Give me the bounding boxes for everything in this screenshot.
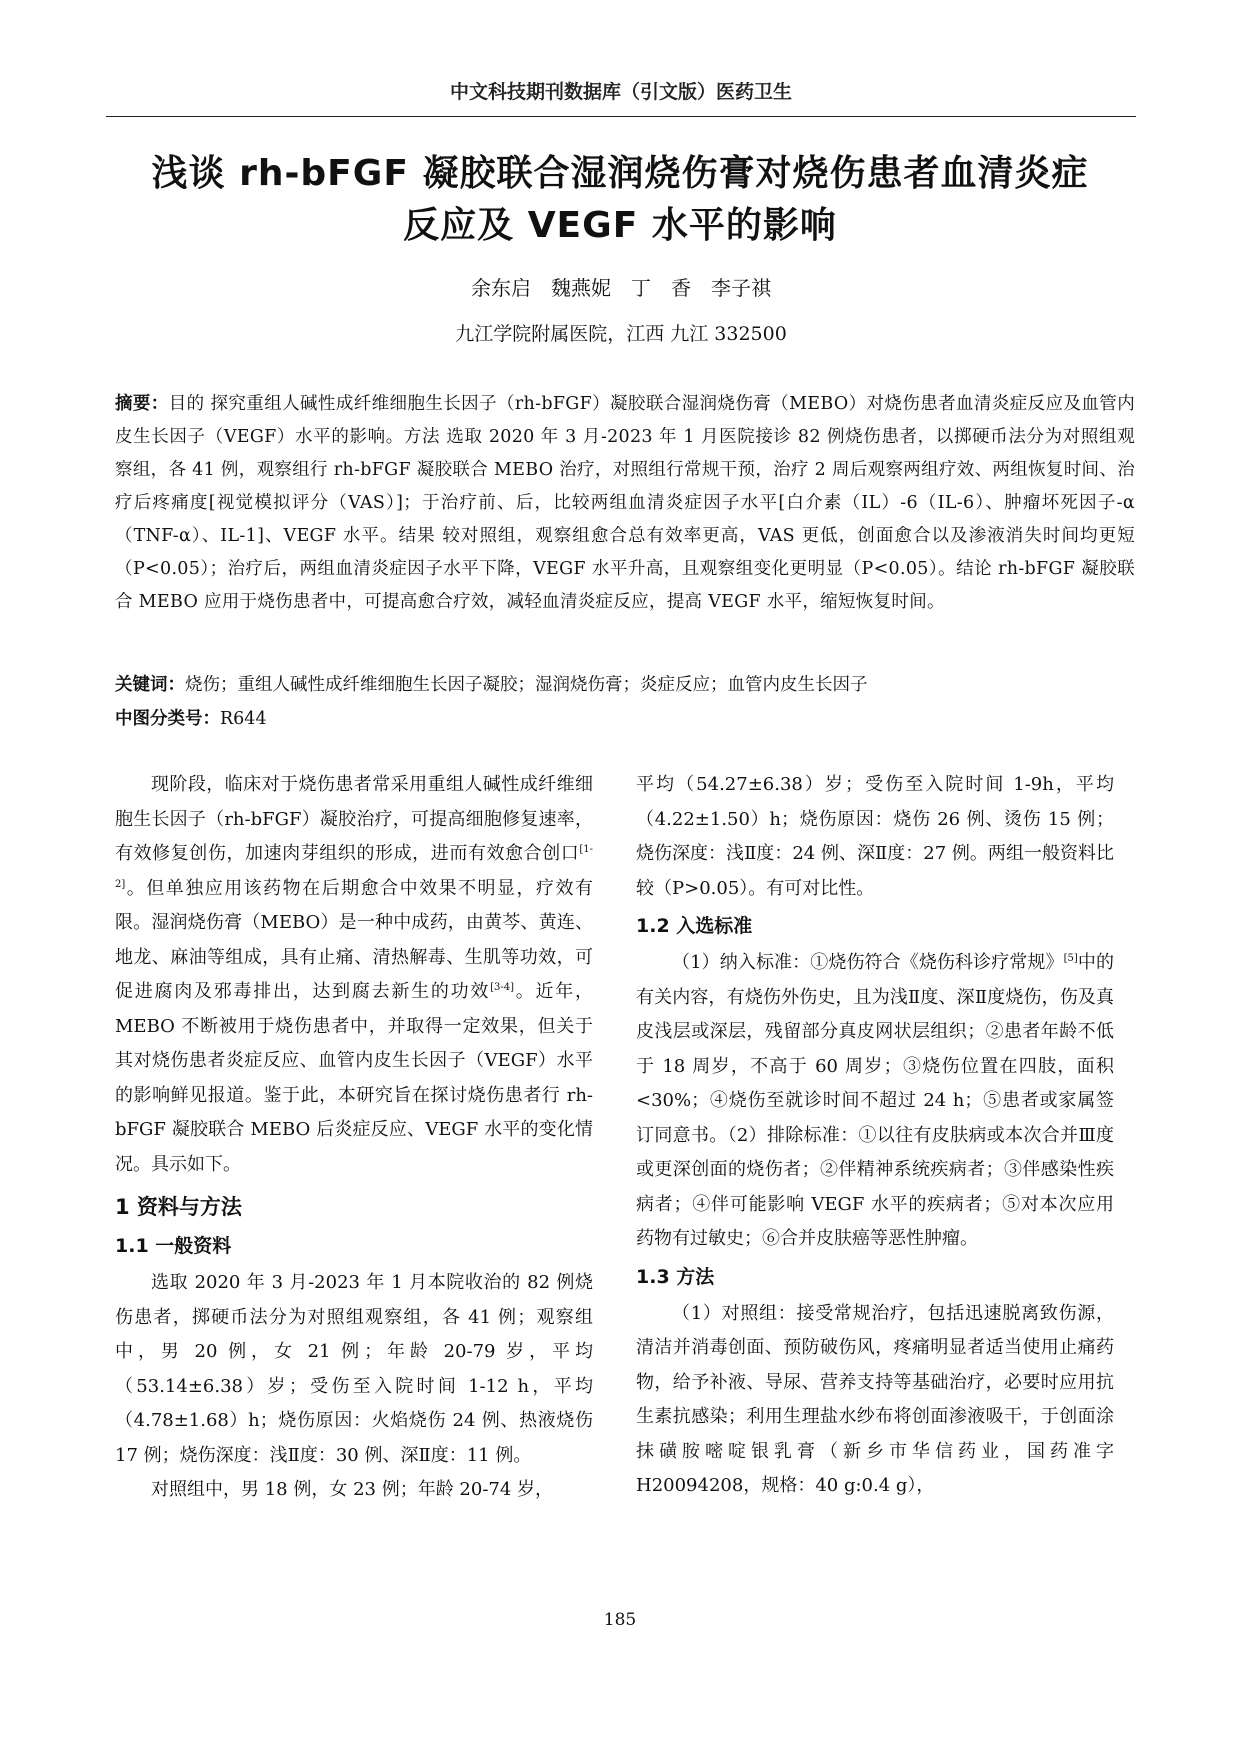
intro-paragraph [115,768,593,1182]
criteria-text-1: （1）纳入标准：①烧伤符合《烧伤科诊疗常规》 [672,952,1064,973]
citation-3-4: [3-4] [490,982,515,993]
affiliation: 九江学院附属医院，江西 九江 332500 [455,323,787,345]
article-title [90,148,1150,252]
control-group-paragraph-cont: 平均（54.27±6.38）岁；受伤至入院时间 1-9h，平均（4.22±1.50）h；烧伤原因：烧伤 26 例、烫伤 15 例；烧伤深度：浅Ⅱ度：24 例、深Ⅱ度：27 例。两组一般资料比较（P>0.05）。有可对比性。 [636,774,1114,899]
section-heading-1: 1 资料与方法 [115,1195,242,1219]
classification-number [115,704,1135,734]
header-divider [106,116,1136,117]
section-heading-1-2: 1.2 入选标准 [636,915,753,937]
section-heading-1-1: 1.1 一般资料 [115,1235,232,1257]
intro-text-1: 现阶段，临床对于烧伤患者常采用重组人碱性成纤维细胞生长因子（rh-bFGF）凝胶治疗，可提高细胞修复速率，有效修复创伤，加速肉芽组织的形成，进而有效愈合创口 [115,774,593,864]
citation-1-2: [1-2] [115,844,593,890]
criteria-text-2: 中的有关内容，有烧伤外伤史，且为浅Ⅱ度、深Ⅱ度烧伤，伤及真皮浅层或深层，残留部分真皮网状层组织；②患者年龄不低于 18 周岁，不高于 60 周岁；③烧伤位置在四肢，面积<30%；④烧伤至就诊时间不超过 24 h；⑤患者或家属签订同意书。（2）排除标准：①以往有皮肤病或本次合并Ⅲ度或更深创面的烧伤者；②伴精神系统疾病者；③伴感染性疾病者；④伴可能影响 VEGF 水平的疾病者；⑤对本次应用药物有过敏史；⑥合并皮肤癌等恶性肿瘤。 [636,952,1115,1249]
classification-text: R644 [220,709,267,729]
keywords-text: 烧伤；重组人碱性成纤维细胞生长因子凝胶；湿润烧伤膏；炎症反应；血管内皮生长因子 [185,675,868,695]
intro-text-2: 。但单独应用该药物在后期愈合中效果不明显，疗效有限。湿润烧伤膏（MEBO）是一种中成药，由黄芩、黄连、地龙、麻油等组成，具有止痛、清热解毒、生肌等功效，可促进腐肉及邪毒排出，达到腐去新生的功效 [115,877,593,1002]
page-number: 185 [603,1610,637,1630]
article-title-line-2: 反应及 VEGF 水平的影响 [403,205,837,246]
right-column [636,768,1114,1504]
intro-text-3: 。近年，MEBO 不断被用于烧伤患者中，并取得一定效果，但关于其对烧伤患者炎症反应、血管内皮生长因子（VEGF）水平的影响鲜见报道。鉴于此，本研究旨在探讨烧伤患者行 rh-bFGF 凝胶联合 MEBO 后炎症反应、VEGF 水平的变化情况。具示如下。 [115,981,594,1175]
left-column [115,768,593,1508]
citation-5: [5] [1063,953,1078,964]
abstract-text: 目的 探究重组人碱性成纤维细胞生长因子（rh-bFGF）凝胶联合湿润烧伤膏（MEBO）对烧伤患者血清炎症反应及血管内皮生长因子（VEGF）水平的影响。方法 选取 2020 年 3 月-2023 年 1 月医院接诊 82 例烧伤患者，以掷硬币法分为对照组观察组，各 41 例，观察组行 rh-bFGF 凝胶联合 MEBO 治疗，对照组行常规干预，治疗 2 周后观察两组疗效、两组恢复时间、治疗后疼痛度[视觉模拟评分（VAS）]；于治疗前、后，比较两组血清炎症因子水平[白介素（IL）-6（IL-6）、肿瘤坏死因子-α（TNF-α）、IL-1]、VEGF 水平。结果 较对照组，观察组愈合总有效率更高，VAS 更低，创面愈合以及渗液消失时间均更短（P<0.05）；治疗后，两组血清炎症因子水平下降，VEGF 水平升高，且观察组变化更明显（P<0.05）。结论 rh-bFGF 凝胶联合 MEBO 应用于烧伤患者中，可提高愈合疗效，减轻血清炎症反应，提高 VEGF 水平，缩短恢复时间。 [115,394,1135,612]
methods-paragraph: （1）对照组：接受常规治疗，包括迅速脱离致伤源，清洁并消毒创面、预防破伤风，疼痛明显者适当使用止痛药物，给予补液、导尿、营养支持等基础治疗，必要时应用抗生素抗感染；利用生理盐水纱布将创面渗液吸干，于创面涂抹磺胺嘧啶银乳膏（新乡市华信药业，国药准字 H20094208，规格：40 g:0.4 g）， [636,1302,1114,1496]
abstract [115,388,1135,619]
section-heading-1-3: 1.3 方法 [636,1265,715,1288]
control-group-paragraph-start: 对照组中，男 18 例，女 23 例；年龄 20-74 岁， [151,1479,554,1500]
journal-header: 中文科技期刊数据库（引文版）医药卫生 [449,81,792,103]
general-data-paragraph: 选取 2020 年 3 月-2023 年 1 月本院收治的 82 例烧伤患者，掷硬币法分为对照组观察组，各 41 例；观察组中，男 20 例，女 21 例；年龄 20-79 岁，平均（53.14±6.38）岁；受伤至入院时间 1-12 h，平均（4.78±1.68）h；烧伤原因：火焰烧伤 24 例、热液烧伤 17 例；烧伤深度：浅Ⅱ度：30 例、深Ⅱ度：11 例。 [115,1272,593,1466]
article-title-line-1: 浅谈 rh-bFGF 凝胶联合湿润烧伤膏对烧伤患者血清炎症 [151,153,1089,194]
abstract-label: 摘要： [115,394,169,414]
criteria-paragraph [636,946,1114,1257]
keywords-label: 关键词： [115,675,185,695]
keywords [115,670,1135,700]
author-list: 余东启 魏燕妮 丁 香 李子祺 [471,276,771,300]
classification-label: 中图分类号： [115,709,220,729]
